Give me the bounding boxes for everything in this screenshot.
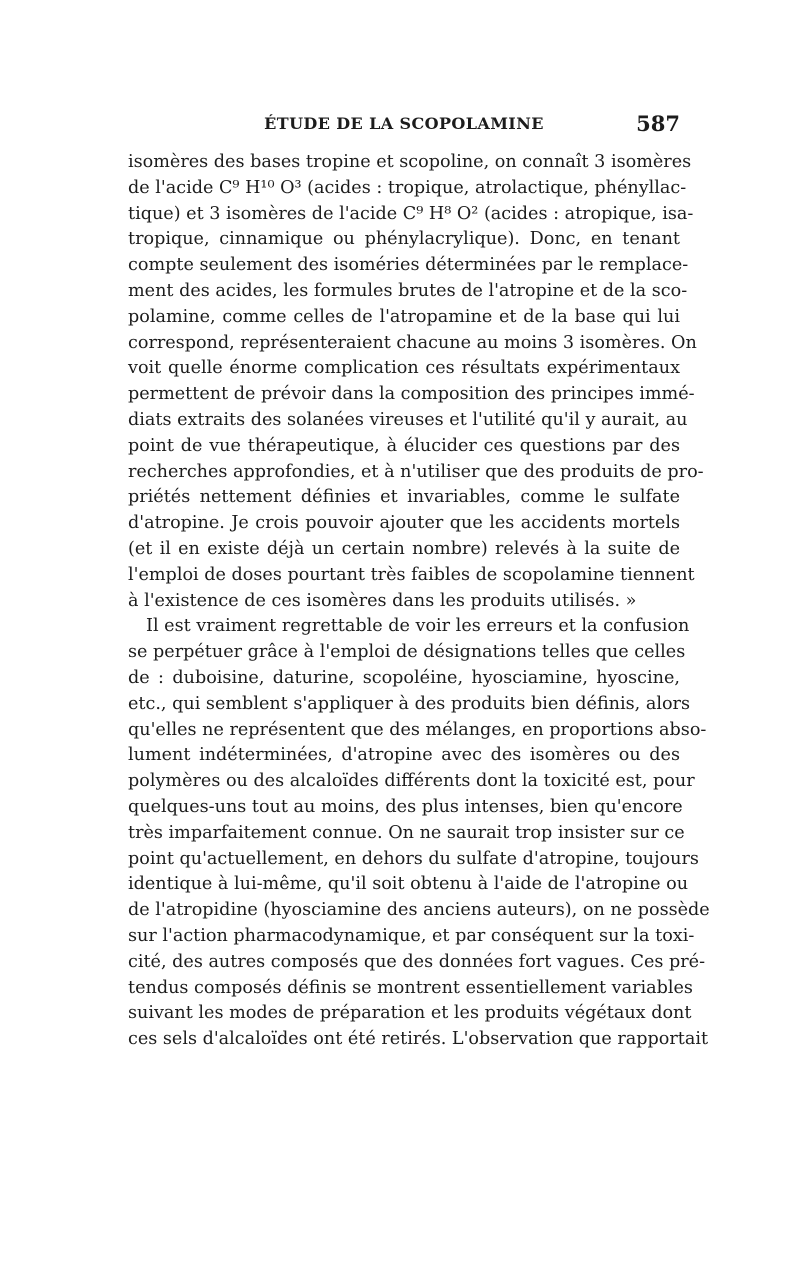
page-number: 587: [636, 111, 680, 136]
text-line: permettent de prévoir dans la composition des principes immé-: [128, 384, 695, 405]
text-line: qu'elles ne représentent que des mélanges, en proportions abso-: [128, 719, 707, 740]
text-line: Il est vraiment regrettable de voir les erreurs et la confusion: [146, 616, 690, 637]
text-line: point qu'actuellement, en dehors du sulfate d'atropine, toujours: [128, 848, 699, 869]
text-line: cité, des autres composés que des données fort vagues. Ces pré-: [128, 951, 706, 972]
text-line: recherches approfondies, et à n'utiliser que des produits de pro-: [128, 461, 704, 482]
text-line: priétés nettement définies et invariables, comme le sulfate: [128, 487, 680, 508]
text-line: polymères ou des alcaloïdes différents dont la toxicité est, pour: [128, 771, 695, 792]
text-line: isomères des bases tropine et scopoline, on connaît 3 isomères: [128, 152, 692, 172]
text-line: (et il en existe déjà un certain nombre) relevés à la suite de: [128, 538, 680, 559]
text-line: suivant les modes de préparation et les produits végétaux dont: [128, 1003, 692, 1024]
text-line: d'atropine. Je crois pouvoir ajouter que les accidents mortels: [128, 513, 680, 534]
text-line: quelques-uns tout au moins, des plus intenses, bien qu'encore: [128, 796, 683, 817]
text-line: tique) et 3 isomères de l'acide C⁹ H⁸ O² (acides : atropique, isa-: [128, 203, 694, 224]
text-line: de : duboisine, daturine, scopoléine, hyosciamine, hyoscine,: [128, 667, 680, 688]
text-line: se perpétuer grâce à l'emploi de désignations telles que celles: [128, 642, 686, 663]
text-line: l'emploi de doses pourtant très faibles de scopolamine tiennent: [128, 564, 695, 585]
text-line: de l'acide C⁹ H¹⁰ O³ (acides : tropique, atrolactique, phényllac-: [128, 177, 687, 198]
text-line: voit quelle énorme complication ces résultats expérimentaux: [128, 358, 680, 379]
text-line: point de vue thérapeutique, à élucider ces questions par des: [128, 435, 680, 456]
text-line: tropique, cinnamique ou phénylacrylique). Donc, en tenant: [128, 229, 680, 250]
text-line: ces sels d'alcaloïdes ont été retirés. L'observation que rapportait: [128, 1029, 709, 1050]
text-line: de l'atropidine (hyosciamine des anciens auteurs), on ne possède: [128, 900, 710, 921]
text-line: compte seulement des isoméries déterminées par le remplace-: [128, 255, 689, 276]
text-line: correspond, représenteraient chacune au moins 3 isomères. On: [128, 332, 697, 353]
paragraph-2: [128, 614, 710, 1053]
text-line: ment des acides, les formules brutes de l'atropine et de la sco-: [128, 280, 688, 301]
text-line: à l'existence de ces isomères dans les produits utilisés. »: [128, 590, 637, 611]
paragraph-1: [128, 150, 704, 614]
text-line: etc., qui semblent s'appliquer à des produits bien définis, alors: [128, 693, 690, 714]
body-text: [128, 150, 710, 1053]
text-line: très imparfaitement connue. On ne saurait trop insister sur ce: [128, 822, 685, 843]
running-head: [128, 111, 680, 140]
running-title: ÉTUDE DE LA SCOPOLAMINE: [264, 114, 544, 133]
text-line: sur l'action pharmacodynamique, et par conséquent sur la toxi-: [128, 925, 695, 946]
text-line: identique à lui-même, qu'il soit obtenu à l'aide de l'atropine ou: [128, 874, 689, 895]
text-line: lument indéterminées, d'atropine avec des isomères ou des: [128, 745, 680, 766]
text-line: polamine, comme celles de l'atropamine et de la base qui lui: [128, 306, 680, 327]
text-line: diats extraits des solanées vireuses et l'utilité qu'il y aurait, au: [128, 409, 688, 430]
text-line: tendus composés définis se montrent essentiellement variables: [128, 977, 693, 998]
